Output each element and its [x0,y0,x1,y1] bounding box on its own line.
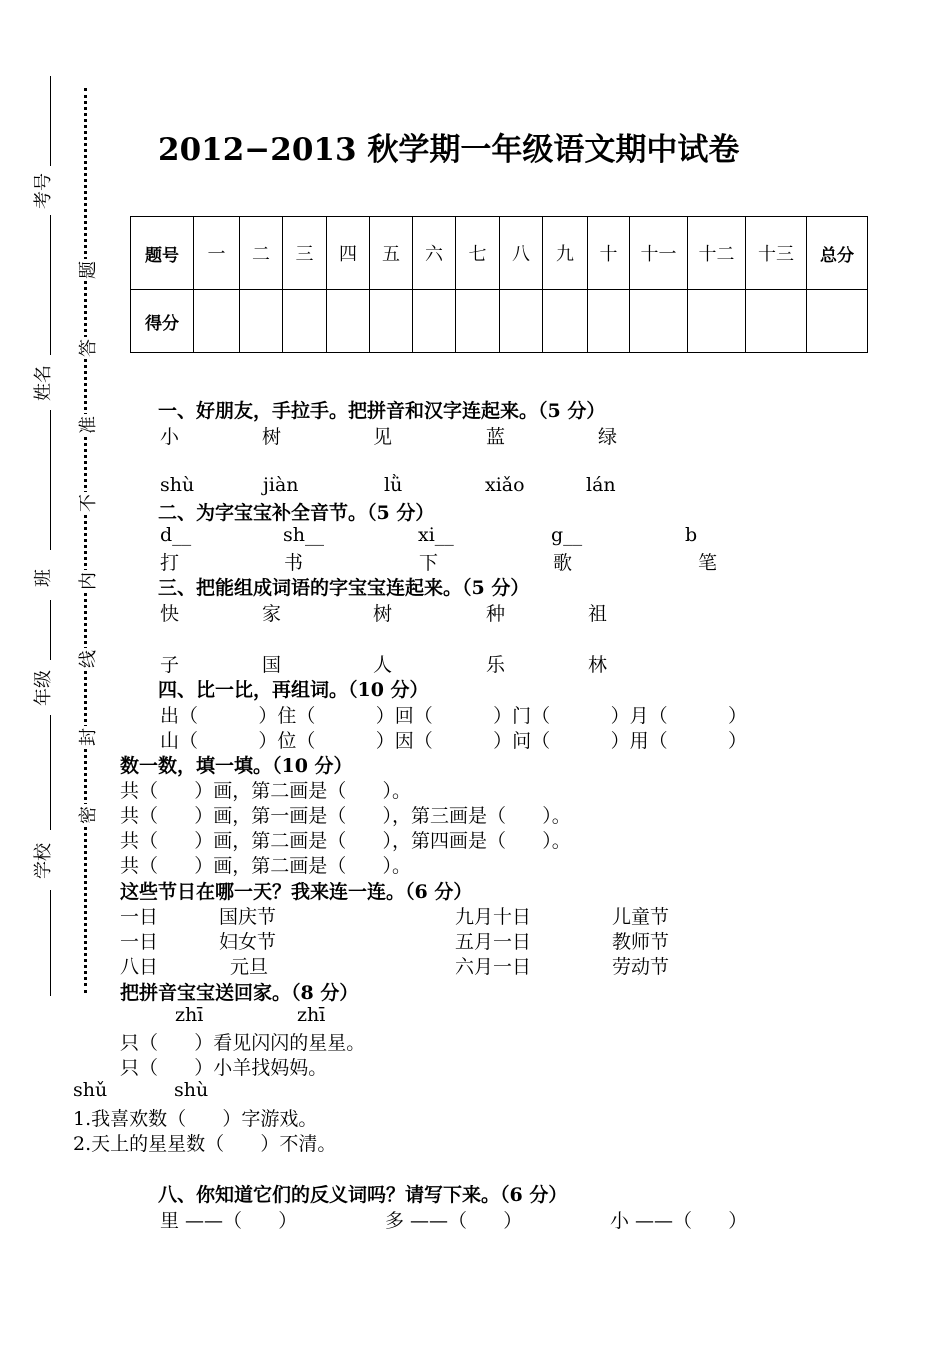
s7-pinyin: zhī [175,1004,204,1026]
s2-char: 下 [419,552,439,574]
s7-line: 2.天上的星星数（ ）不清。 [73,1133,337,1155]
margin-label-name: 姓名 [33,365,54,401]
s1-char: 见 [373,426,393,448]
score-cell[interactable] [413,290,456,353]
margin-label-class: 班 [33,569,54,587]
s1-char: 树 [262,426,282,448]
margin-line [50,410,51,550]
s6-left-fest: 元旦 [230,956,269,978]
s2-char: 歌 [553,552,573,574]
s2-blank[interactable]: d__ [160,524,192,546]
s6-right-date: 九月十日 [455,906,532,928]
seal-dotted-line [84,88,87,993]
margin-label-grade: 年级 [33,670,54,706]
question-col: 一 [194,217,240,290]
s4-row: 山（ ）位（ ）因（ ）问（ ）用（ ） [160,730,747,752]
s6-left-date: 八日 [120,956,159,978]
section-8-heading: 八、你知道它们的反义词吗？请写下来。（6 分） [158,1184,568,1206]
score-cell[interactable] [543,290,588,353]
score-table [130,216,868,353]
s6-right-fest: 劳动节 [612,956,670,978]
s3-char: 国 [262,654,282,676]
s6-right-date: 五月一日 [455,931,532,953]
margin-line [50,715,51,830]
margin-line-top [50,76,51,166]
s2-char: 书 [284,552,304,574]
s1-char: 绿 [598,426,618,448]
score-cell[interactable] [240,290,283,353]
seal-char: 题 [74,259,100,281]
s3-char: 快 [160,603,180,625]
s8-item: 小 ——（ ） [610,1210,748,1232]
section-7-heading: 把拼音宝宝送回家。（8 分） [120,982,359,1004]
question-col: 二 [240,217,283,290]
s7-pinyin: zhī [297,1004,326,1026]
s1-char: 蓝 [486,426,506,448]
s7-line: 只（ ）小羊找妈妈。 [120,1057,328,1079]
section-2-heading: 二、为字宝宝补全音节。（5 分） [158,502,435,524]
s7-pinyin: shǔ [73,1079,108,1101]
question-col: 六 [413,217,456,290]
s2-blank[interactable]: xi__ [418,524,454,546]
total-label: 总分 [807,217,868,290]
s8-item: 里 ——（ ） [160,1210,298,1232]
score-cell[interactable] [588,290,630,353]
s2-blank[interactable]: g__ [551,524,583,546]
seal-char: 不 [74,492,100,514]
total-score-cell[interactable] [807,290,868,353]
score-cell[interactable] [688,290,746,353]
question-number-label: 题号 [131,217,194,290]
seal-char: 答 [74,337,100,359]
s1-pinyin: jiàn [263,474,299,496]
margin-label-exam-no: 考号 [33,173,54,209]
score-label: 得分 [131,290,194,353]
score-table-score-row [131,290,868,353]
s3-char: 乐 [486,654,506,676]
s3-char: 祖 [588,603,608,625]
score-table-header-row [131,217,868,290]
seal-char: 线 [74,648,100,670]
s3-char: 树 [373,603,393,625]
question-col: 十一 [630,217,688,290]
seal-char: 准 [74,414,100,436]
margin-line [50,600,51,660]
question-col: 四 [327,217,370,290]
question-col: 五 [370,217,413,290]
question-col: 十三 [746,217,807,290]
margin-line-bottom [50,890,51,996]
seal-char: 内 [74,570,100,592]
question-col: 十 [588,217,630,290]
s1-pinyin: lǜ [384,474,403,496]
s1-char: 小 [160,426,180,448]
s6-left-date: 一日 [120,931,159,953]
s1-pinyin: lán [586,474,616,496]
question-col: 九 [543,217,588,290]
score-cell[interactable] [456,290,500,353]
s3-char: 家 [262,603,282,625]
score-cell[interactable] [370,290,413,353]
s6-right-fest: 儿童节 [612,906,670,928]
s2-char: 打 [160,552,180,574]
page-title: 2012−2013 秋学期一年级语文期中试卷 [158,132,740,168]
question-col: 十二 [688,217,746,290]
score-cell[interactable] [630,290,688,353]
s2-blank[interactable]: b [685,524,698,546]
s2-char: 笔 [698,552,718,574]
score-cell[interactable] [283,290,327,353]
s6-right-fest: 教师节 [612,931,670,953]
score-cell[interactable] [194,290,240,353]
section-4-heading: 四、比一比，再组词。（10 分） [158,679,429,701]
s1-pinyin: shù [160,474,195,496]
score-cell[interactable] [500,290,543,353]
s6-left-fest: 妇女节 [219,931,277,953]
s3-char: 子 [160,654,180,676]
s6-right-date: 六月一日 [455,956,532,978]
section-5-heading: 数一数，填一填。（10 分） [120,755,353,777]
score-cell[interactable] [327,290,370,353]
s6-left-fest: 国庆节 [219,906,277,928]
margin-line [50,215,51,355]
question-col: 三 [283,217,327,290]
s2-blank[interactable]: sh__ [283,524,324,546]
s4-row: 出（ ）住（ ）回（ ）门（ ）月（ ） [160,705,747,727]
question-col: 七 [456,217,500,290]
s3-char: 林 [588,654,608,676]
s3-char: 种 [486,603,506,625]
s8-item: 多 ——（ ） [385,1210,523,1232]
s7-line: 只（ ）看见闪闪的星星。 [120,1032,366,1054]
question-col: 八 [500,217,543,290]
seal-char: 封 [74,726,100,748]
section-3-heading: 三、把能组成词语的字宝宝连起来。（5 分） [158,577,530,599]
s3-char: 人 [373,654,393,676]
s5-line: 共（ ）画，第二画是（ ），第四画是（ ）。 [120,830,571,852]
margin-label-school: 学校 [33,843,54,879]
section-6-heading: 这些节日在哪一天？我来连一连。（6 分） [120,881,473,903]
s5-line: 共（ ）画，第二画是（ ）。 [120,780,411,802]
s7-line: 1.我喜欢数（ ）字游戏。 [73,1108,318,1130]
s5-line: 共（ ）画，第一画是（ ），第三画是（ ）。 [120,805,571,827]
s6-left-date: 一日 [120,906,159,928]
s1-pinyin: xiǎo [485,474,525,496]
section-1-heading: 一、好朋友，手拉手。把拼音和汉字连起来。（5 分） [158,400,606,422]
s7-pinyin: shù [174,1079,209,1101]
seal-char: 密 [74,804,100,826]
s5-line: 共（ ）画，第二画是（ ）。 [120,855,411,877]
score-cell[interactable] [746,290,807,353]
